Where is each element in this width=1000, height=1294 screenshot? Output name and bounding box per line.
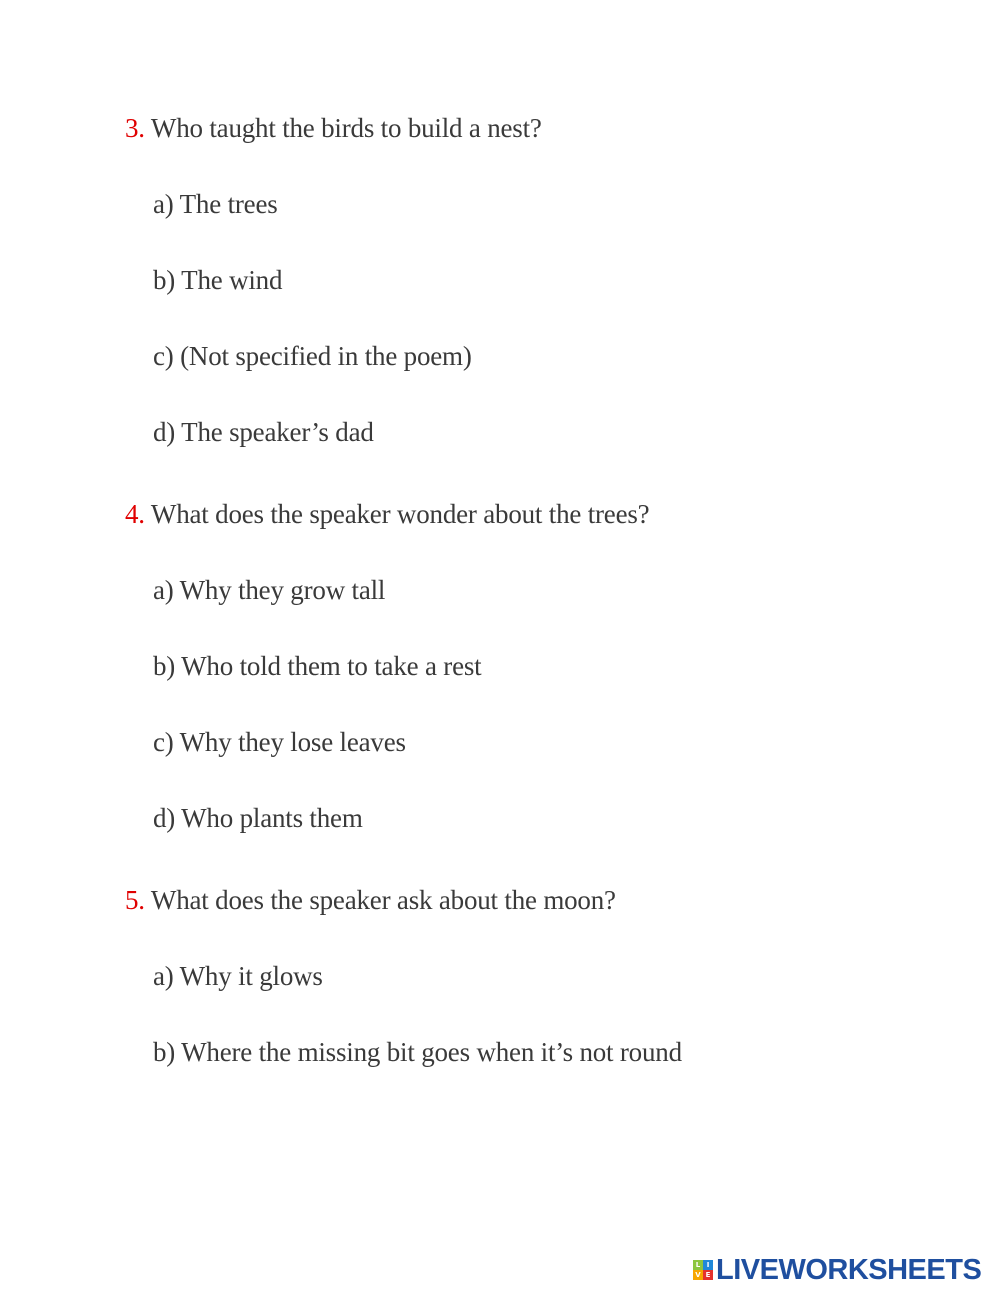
question-5 — [125, 883, 616, 917]
question-number: 3. — [125, 113, 145, 143]
logo-letter: E — [703, 1270, 713, 1280]
logo-letter: V — [693, 1270, 703, 1280]
logo-letter: I — [703, 1260, 713, 1270]
question-text: Who taught the birds to build a nest? — [150, 113, 542, 143]
answer-option[interactable]: b) The wind — [153, 265, 283, 295]
question-text: What does the speaker wonder about the trees? — [150, 499, 650, 529]
question-number: 5. — [125, 885, 145, 915]
liveworksheets-logo-icon — [693, 1260, 713, 1280]
question-3 — [125, 111, 542, 145]
brand-name: LIVEWORKSHEETS — [716, 1254, 982, 1286]
answer-option[interactable]: d) The speaker’s dad — [153, 417, 374, 447]
answer-option[interactable]: c) (Not specified in the poem) — [153, 341, 472, 371]
liveworksheets-logo — [693, 1254, 981, 1286]
answer-option[interactable]: a) The trees — [153, 189, 278, 219]
question-number: 4. — [125, 499, 145, 529]
answer-option[interactable]: b) Where the missing bit goes when it’s not round — [153, 1037, 682, 1067]
answer-option[interactable]: c) Why they lose leaves — [153, 727, 406, 757]
answer-option[interactable]: b) Who told them to take a rest — [153, 651, 482, 681]
question-4 — [125, 497, 649, 531]
answer-option[interactable]: d) Who plants them — [153, 803, 363, 833]
answer-option[interactable]: a) Why they grow tall — [153, 575, 386, 605]
question-text: What does the speaker ask about the moon? — [150, 885, 616, 915]
answer-option[interactable]: a) Why it glows — [153, 961, 323, 991]
logo-letter: L — [693, 1260, 703, 1270]
